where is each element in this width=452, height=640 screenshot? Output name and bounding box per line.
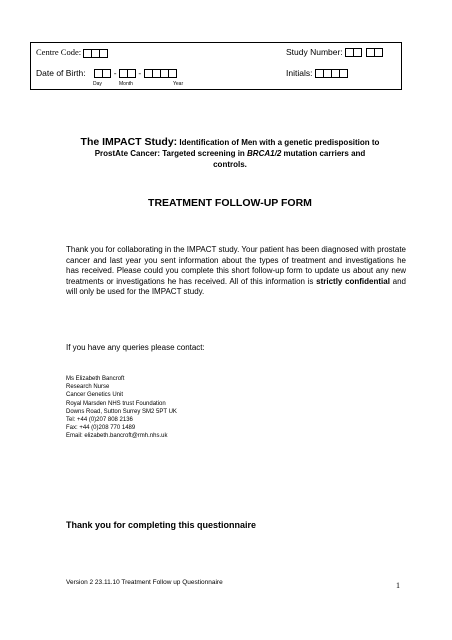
initials-label: Initials:: [286, 68, 313, 78]
dob-day-hint: Day: [93, 81, 102, 87]
intro-text: Thank you for collaborating in the IMPACT study. Your patient has been diagnosed with prostate cancer and last year you sent information about the types of treatment and investigations he has received. Please could you complete this short follow-up form to update us about any new treatments or investigations he has received. All of this information is: [66, 245, 406, 286]
gene-name: BRCA1/2: [247, 149, 282, 158]
centre-code-label: Centre Code:: [36, 47, 82, 57]
contact-address: Downs Road, Sutton Surrey SM2 5PT UK: [66, 408, 177, 415]
dob-label: Date of Birth:: [36, 68, 86, 78]
confidential-emphasis: strictly confidential: [316, 276, 390, 286]
contact-tel: Tel: +44 (0)207 808 2136: [66, 417, 133, 424]
contact-role: Research Nurse: [66, 384, 110, 391]
dob-day-boxes[interactable]: [94, 69, 111, 78]
study-title: [40, 137, 420, 170]
study-subtitle-line2-post: mutation carriers and: [281, 149, 366, 158]
closing-text: Thank you for completing this questionnaire: [66, 520, 257, 530]
form-title: TREATMENT FOLLOW-UP FORM: [148, 197, 312, 209]
study-number-boxes[interactable]: [345, 48, 383, 57]
footer-version: Version 2 23.11.10 Treatment Follow up Questionnaire: [66, 579, 223, 586]
dob-month-hint: Month: [119, 81, 133, 87]
dob-separator: -: [138, 68, 142, 78]
contact-org: Royal Marsden NHS trust Foundation: [66, 400, 166, 407]
contact-name: Ms Elizabeth Bancroft: [66, 376, 125, 382]
queries-text: If you have any queries please contact:: [66, 343, 205, 352]
dob-separator: -: [113, 68, 117, 78]
study-subtitle-line1: Identification of Men with a genetic predisposition to: [179, 138, 380, 147]
intro-text-end: and will only be used for the IMPACT study.: [66, 276, 406, 297]
contact-block: [66, 375, 177, 441]
dob-year-boxes[interactable]: [144, 69, 177, 78]
contact-email[interactable]: Email: elizabeth.bancroft@rmh.nhs.uk: [66, 433, 168, 440]
study-number-row: [286, 47, 383, 57]
centre-code-boxes[interactable]: [83, 49, 108, 58]
dob-month-boxes[interactable]: [119, 69, 136, 78]
dob-row: [36, 68, 177, 78]
initials-boxes[interactable]: [315, 69, 348, 78]
centre-code-row: [36, 47, 108, 58]
study-subtitle-line2-pre: ProstAte Cancer: Targeted screening in: [94, 149, 248, 158]
contact-unit: Cancer Genetics Unit: [66, 392, 124, 399]
page-number: 1: [396, 581, 400, 590]
study-number-label: Study Number:: [286, 47, 343, 57]
initials-row: [286, 68, 348, 78]
dob-year-hint: Year: [173, 81, 184, 87]
study-subtitle-line3: controls.: [213, 160, 247, 169]
intro-paragraph: [66, 245, 406, 298]
contact-fax: Fax: +44 (0)208 770 1489: [66, 425, 136, 432]
study-name: The IMPACT Study:: [80, 136, 178, 148]
